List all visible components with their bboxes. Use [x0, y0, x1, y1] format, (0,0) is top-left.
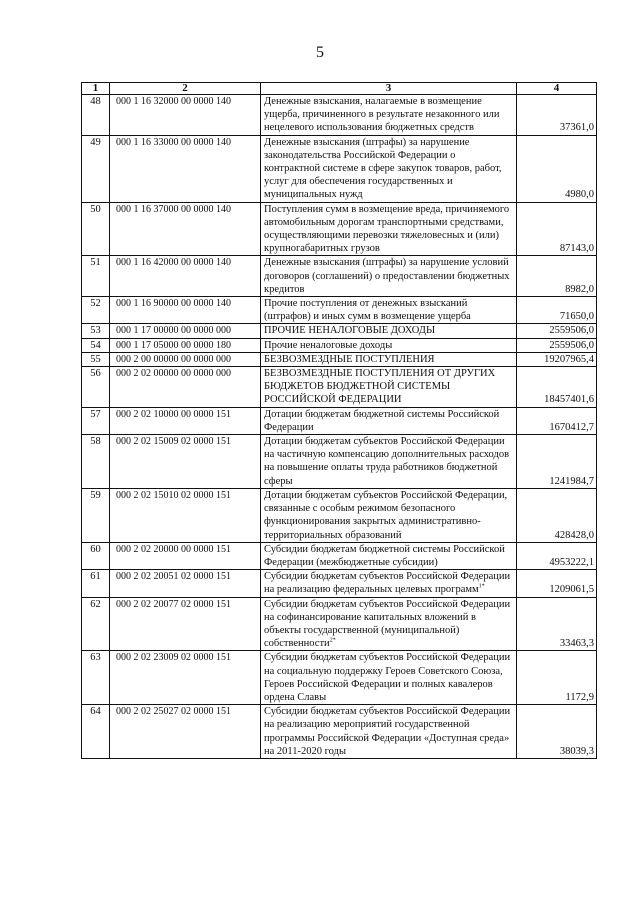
revenue-name — [261, 338, 517, 352]
amount: 1241984,7 — [517, 435, 597, 489]
table-row — [82, 597, 597, 651]
revenue-name — [261, 297, 517, 324]
row-number: 57 — [82, 407, 110, 434]
table-row — [82, 435, 597, 489]
budget-code: 000 2 02 15009 02 0000 151 — [110, 435, 261, 489]
row-number: 60 — [82, 542, 110, 569]
revenue-name — [261, 542, 517, 569]
revenue-name — [261, 407, 517, 434]
amount: 428428,0 — [517, 488, 597, 542]
row-number: 51 — [82, 256, 110, 297]
row-number: 64 — [82, 705, 110, 759]
budget-code: 000 2 02 15010 02 0000 151 — [110, 488, 261, 542]
budget-code: 000 1 16 33000 00 0000 140 — [110, 135, 261, 202]
revenue-name — [261, 367, 517, 408]
budget-code: 000 2 02 20051 02 0000 151 — [110, 570, 261, 597]
revenue-name — [261, 202, 517, 256]
table-row — [82, 488, 597, 542]
amount: 19207965,4 — [517, 352, 597, 366]
footnote-mark: 2* — [329, 637, 336, 644]
revenue-name-text: Субсидии бюджетам субъектов Российской Федерации на реализацию мероприятий государственной программы Российской Федерации «Доступная среда» на 2011-2020 годы — [264, 706, 511, 757]
revenue-name-text: Дотации бюджетам субъектов Российской Федерации на частичную компенсацию дополнительных расходов на повышение оплаты труда работников бюджетной сферы — [264, 436, 510, 487]
revenue-name-text: Денежные взыскания (штрафы) за нарушение законодательства Российской Федерации о контрактной системе в сфере закупок товаров, работ, услуг для обеспечения государственных и муниципальных нужд — [264, 136, 502, 201]
revenue-name-text: Дотации бюджетам бюджетной системы Российской Федерации — [264, 408, 500, 433]
budget-code: 000 1 16 42000 00 0000 140 — [110, 256, 261, 297]
amount: 33463,3 — [517, 597, 597, 651]
amount: 1670412,7 — [517, 407, 597, 434]
revenue-name-text: Субсидии бюджетам субъектов Российской Федерации на софинансирование капитальных вложений в объекты государственной (муниципальной) собственности — [264, 598, 511, 650]
budget-code: 000 1 16 32000 00 0000 140 — [110, 95, 261, 136]
page-number: 5 — [316, 44, 324, 61]
revenue-name-text: Дотации бюджетам субъектов Российской Федерации, связанные с особым режимом безопасного функционирования закрытых административно-территориальных образований — [264, 489, 508, 541]
revenue-name — [261, 597, 517, 651]
table-row — [82, 570, 597, 597]
budget-code: 000 2 00 00000 00 0000 000 — [110, 352, 261, 366]
row-number: 53 — [82, 324, 110, 338]
row-number: 48 — [82, 95, 110, 136]
table-row — [82, 324, 597, 338]
amount: 8982,0 — [517, 256, 597, 297]
revenue-name — [261, 651, 517, 705]
header-col-3: 3 — [261, 83, 517, 95]
revenue-name-text: Поступления сумм в возмещение вреда, причиняемого автомобильным дорогам транспортными средствами, осуществляющими перевозки тяжеловесных и (или) крупногабаритных грузов — [264, 203, 510, 255]
budget-code: 000 2 02 00000 00 0000 000 — [110, 367, 261, 408]
row-number: 61 — [82, 570, 110, 597]
table-row — [82, 651, 597, 705]
budget-code: 000 1 16 37000 00 0000 140 — [110, 202, 261, 256]
amount: 38039,3 — [517, 705, 597, 759]
table-header-row — [82, 83, 597, 95]
table-row — [82, 542, 597, 569]
row-number: 50 — [82, 202, 110, 256]
amount: 37361,0 — [517, 95, 597, 136]
table-row — [82, 407, 597, 434]
table-row — [82, 202, 597, 256]
row-number: 52 — [82, 297, 110, 324]
revenue-name — [261, 488, 517, 542]
amount: 87143,0 — [517, 202, 597, 256]
row-number: 58 — [82, 435, 110, 489]
table-row — [82, 367, 597, 408]
header-col-1: 1 — [82, 83, 110, 95]
row-number: 63 — [82, 651, 110, 705]
table-row — [82, 297, 597, 324]
table-row — [82, 256, 597, 297]
row-number: 62 — [82, 597, 110, 651]
revenue-name-text: БЕЗВОЗМЕЗДНЫЕ ПОСТУПЛЕНИЯ ОТ ДРУГИХ БЮДЖЕТОВ БЮДЖЕТНОЙ СИСТЕМЫ РОССИЙСКОЙ ФЕДЕРАЦИИ — [264, 368, 496, 406]
amount: 4953222,1 — [517, 542, 597, 569]
table-row — [82, 95, 597, 136]
budget-code: 000 2 02 25027 02 0000 151 — [110, 705, 261, 759]
budget-code: 000 1 16 90000 00 0000 140 — [110, 297, 261, 324]
budget-code: 000 2 02 20077 02 0000 151 — [110, 597, 261, 651]
revenue-name-text: Прочие неналоговые доходы — [264, 339, 393, 351]
amount: 2559506,0 — [517, 338, 597, 352]
table-body — [82, 95, 597, 759]
revenue-name-text: Субсидии бюджетам бюджетной системы Российской Федерации (межбюджетные субсидии) — [264, 543, 505, 568]
row-number: 49 — [82, 135, 110, 202]
row-number: 54 — [82, 338, 110, 352]
amount: 4980,0 — [517, 135, 597, 202]
revenue-name — [261, 705, 517, 759]
revenue-name — [261, 324, 517, 338]
revenue-table — [81, 82, 597, 759]
revenue-name-text: Денежные взыскания (штрафы) за нарушение условий договоров (соглашений) о предоставлении бюджетных кредитов — [264, 257, 510, 295]
revenue-name — [261, 95, 517, 136]
revenue-name-text: Денежные взыскания, налагаемые в возмещение ущерба, причиненного в результате незаконного или нецелевого использования бюджетных средств — [264, 96, 500, 134]
amount: 1209061,5 — [517, 570, 597, 597]
budget-code: 000 1 17 00000 00 0000 000 — [110, 324, 261, 338]
table-row — [82, 135, 597, 202]
footnote-mark: 1* — [478, 583, 485, 590]
row-number: 56 — [82, 367, 110, 408]
amount: 71650,0 — [517, 297, 597, 324]
amount: 2559506,0 — [517, 324, 597, 338]
table-row — [82, 338, 597, 352]
amount: 18457401,6 — [517, 367, 597, 408]
row-number: 55 — [82, 352, 110, 366]
revenue-name-text: Субсидии бюджетам субъектов Российской Федерации на социальную поддержку Героев Советского Союза, Героев Российской Федерации и полных кавалеров ордена Славы — [264, 652, 511, 703]
row-number: 59 — [82, 488, 110, 542]
budget-code: 000 1 17 05000 00 0000 180 — [110, 338, 261, 352]
budget-code: 000 2 02 10000 00 0000 151 — [110, 407, 261, 434]
table-row — [82, 352, 597, 366]
revenue-name-text: Субсидии бюджетам субъектов Российской Федерации на реализацию федеральных целевых программ — [264, 571, 511, 596]
revenue-name — [261, 256, 517, 297]
revenue-name — [261, 135, 517, 202]
revenue-name-text: Прочие поступления от денежных взысканий (штрафов) и иных сумм в возмещение ущерба — [264, 298, 471, 323]
revenue-name-text: БЕЗВОЗМЕЗДНЫЕ ПОСТУПЛЕНИЯ — [264, 353, 435, 365]
header-col-4: 4 — [517, 83, 597, 95]
revenue-name — [261, 435, 517, 489]
budget-code: 000 2 02 23009 02 0000 151 — [110, 651, 261, 705]
header-col-2: 2 — [110, 83, 261, 95]
amount: 1172,9 — [517, 651, 597, 705]
revenue-name — [261, 352, 517, 366]
budget-code: 000 2 02 20000 00 0000 151 — [110, 542, 261, 569]
revenue-name-text: ПРОЧИЕ НЕНАЛОГОВЫЕ ДОХОДЫ — [264, 325, 436, 337]
revenue-name — [261, 570, 517, 597]
table-row — [82, 705, 597, 759]
